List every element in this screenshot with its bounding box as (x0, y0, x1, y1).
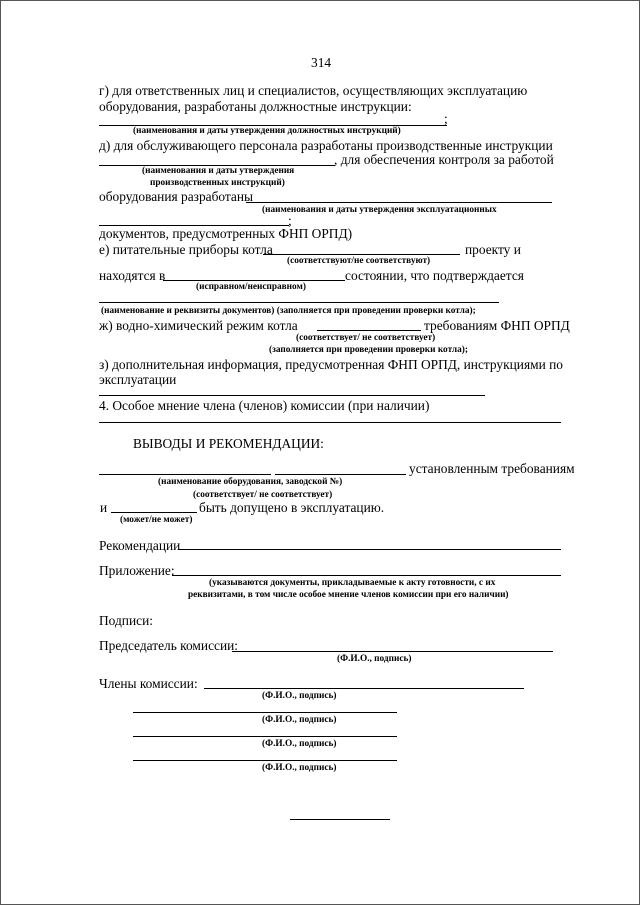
item-g-caption: (наименования и даты утверждения должностных инструкций) (133, 126, 401, 136)
member-caption-3: (Ф.И.О., подпись) (262, 739, 337, 749)
member-caption-4: (Ф.И.О., подпись) (262, 763, 337, 773)
member-signature-line-3[interactable] (133, 736, 397, 737)
conclusions-blank3[interactable] (111, 512, 197, 513)
section4-blank[interactable] (99, 422, 561, 423)
section4-title: 4. Особое мнение члена (членов) комиссии (при наличии) (99, 398, 430, 413)
signatures-label: Подписи: (99, 613, 153, 628)
member-signature-line-4[interactable] (133, 760, 397, 761)
members-label: Члены комиссии: (99, 676, 198, 691)
item-e-line2-head: находятся в (99, 268, 166, 283)
conclusions-blank2[interactable] (275, 474, 406, 475)
item-e-blank3[interactable] (99, 302, 499, 303)
item-g-line1: г) для ответственных лиц и специалистов, осуществляющих эксплуатацию (99, 83, 528, 98)
item-zh-line1-head: ж) водно-химический режим котла (99, 318, 298, 333)
page-number: 314 (311, 55, 332, 70)
item-z-line1: з) дополнительная информация, предусмотренная ФНП ОРПД, инструкциями по (99, 357, 563, 372)
conclusions-caption1: (наименование оборудования, заводской №) (158, 477, 343, 487)
member-caption-1: (Ф.И.О., подпись) (262, 691, 337, 701)
item-d-line2-tail: , для обеспечения контроля за работой (334, 152, 554, 167)
chairman-caption: (Ф.И.О., подпись) (337, 654, 412, 664)
conclusions-line1-tail: установленным требованиям (409, 461, 575, 476)
item-d-caption1: (наименования и даты утверждения (142, 166, 295, 176)
chairman-signature-line[interactable] (232, 651, 553, 652)
item-e-blank2[interactable] (163, 280, 345, 281)
item-d-line3: оборудования разработаны (99, 189, 254, 204)
item-e-line2-tail: состоянии, что подтверждается (345, 268, 524, 283)
conclusions-title: ВЫВОДЫ И РЕКОМЕНДАЦИИ: (133, 436, 324, 451)
member-signature-line-2[interactable] (133, 712, 397, 713)
chairman-label: Председатель комиссии: (99, 638, 239, 653)
appendix-caption1: (указываются документы, прикладываемые к акту готовности, с их (209, 578, 496, 588)
item-d-blank2[interactable] (246, 202, 552, 203)
item-zh-blank[interactable] (317, 330, 421, 331)
appendix-label: Приложение: (99, 563, 175, 578)
appendix-caption2: реквизитами, в том числе особое мнение членов комиссии при его наличии) (188, 590, 509, 600)
member-caption-2: (Ф.И.О., подпись) (262, 715, 337, 725)
end-rule (290, 819, 390, 820)
recommendations-blank[interactable] (178, 549, 561, 550)
member-signature-line-1[interactable] (204, 688, 524, 689)
item-zh-line1-tail: требованиям ФНП ОРПД (424, 318, 570, 333)
conclusions-line2-head: и (100, 500, 108, 515)
recommendations-label: Рекомендации (99, 538, 181, 553)
item-g-semicolon: ; (444, 111, 448, 126)
item-zh-caption1: (соответствует/ не соответствует) (296, 333, 436, 343)
item-e-caption1: (соответствуют/не соответствуют) (287, 256, 431, 266)
item-d-line1: д) для обслуживающего персонала разработаны производственные инструкции (99, 138, 553, 153)
item-e-line1-head: е) питательные приборы котла (99, 242, 273, 257)
item-e-caption2: (исправном/неисправном) (196, 282, 306, 292)
item-d-caption3: (наименования и даты утверждения эксплуатационных (262, 205, 497, 215)
conclusions-caption2: (соответствует/ не соответствует) (193, 490, 333, 500)
conclusions-caption3: (может/не может) (120, 515, 193, 525)
item-e-caption3: (наименование и реквизиты документов) (заполняется при проведении проверки котла); (101, 306, 476, 316)
item-d-semicolon: ; (288, 213, 292, 228)
conclusions-blank1[interactable] (99, 474, 271, 475)
item-g-line2: оборудования, разработаны должностные инструкции: (99, 99, 412, 114)
item-d-caption2: производственных инструкций) (150, 178, 285, 188)
item-z-line2: эксплуатации (99, 372, 177, 387)
appendix-blank[interactable] (172, 575, 561, 576)
item-d-line4: документов, предусмотренных ФНП ОРПД) (99, 226, 353, 241)
item-z-blank[interactable] (99, 395, 485, 396)
conclusions-line2-tail: быть допущено в эксплуатацию. (199, 500, 385, 515)
item-e-line1-tail: проекту и (465, 242, 521, 257)
item-zh-caption2: (заполняется при проведении проверки котла); (269, 345, 468, 355)
item-e-blank1[interactable] (263, 254, 460, 255)
